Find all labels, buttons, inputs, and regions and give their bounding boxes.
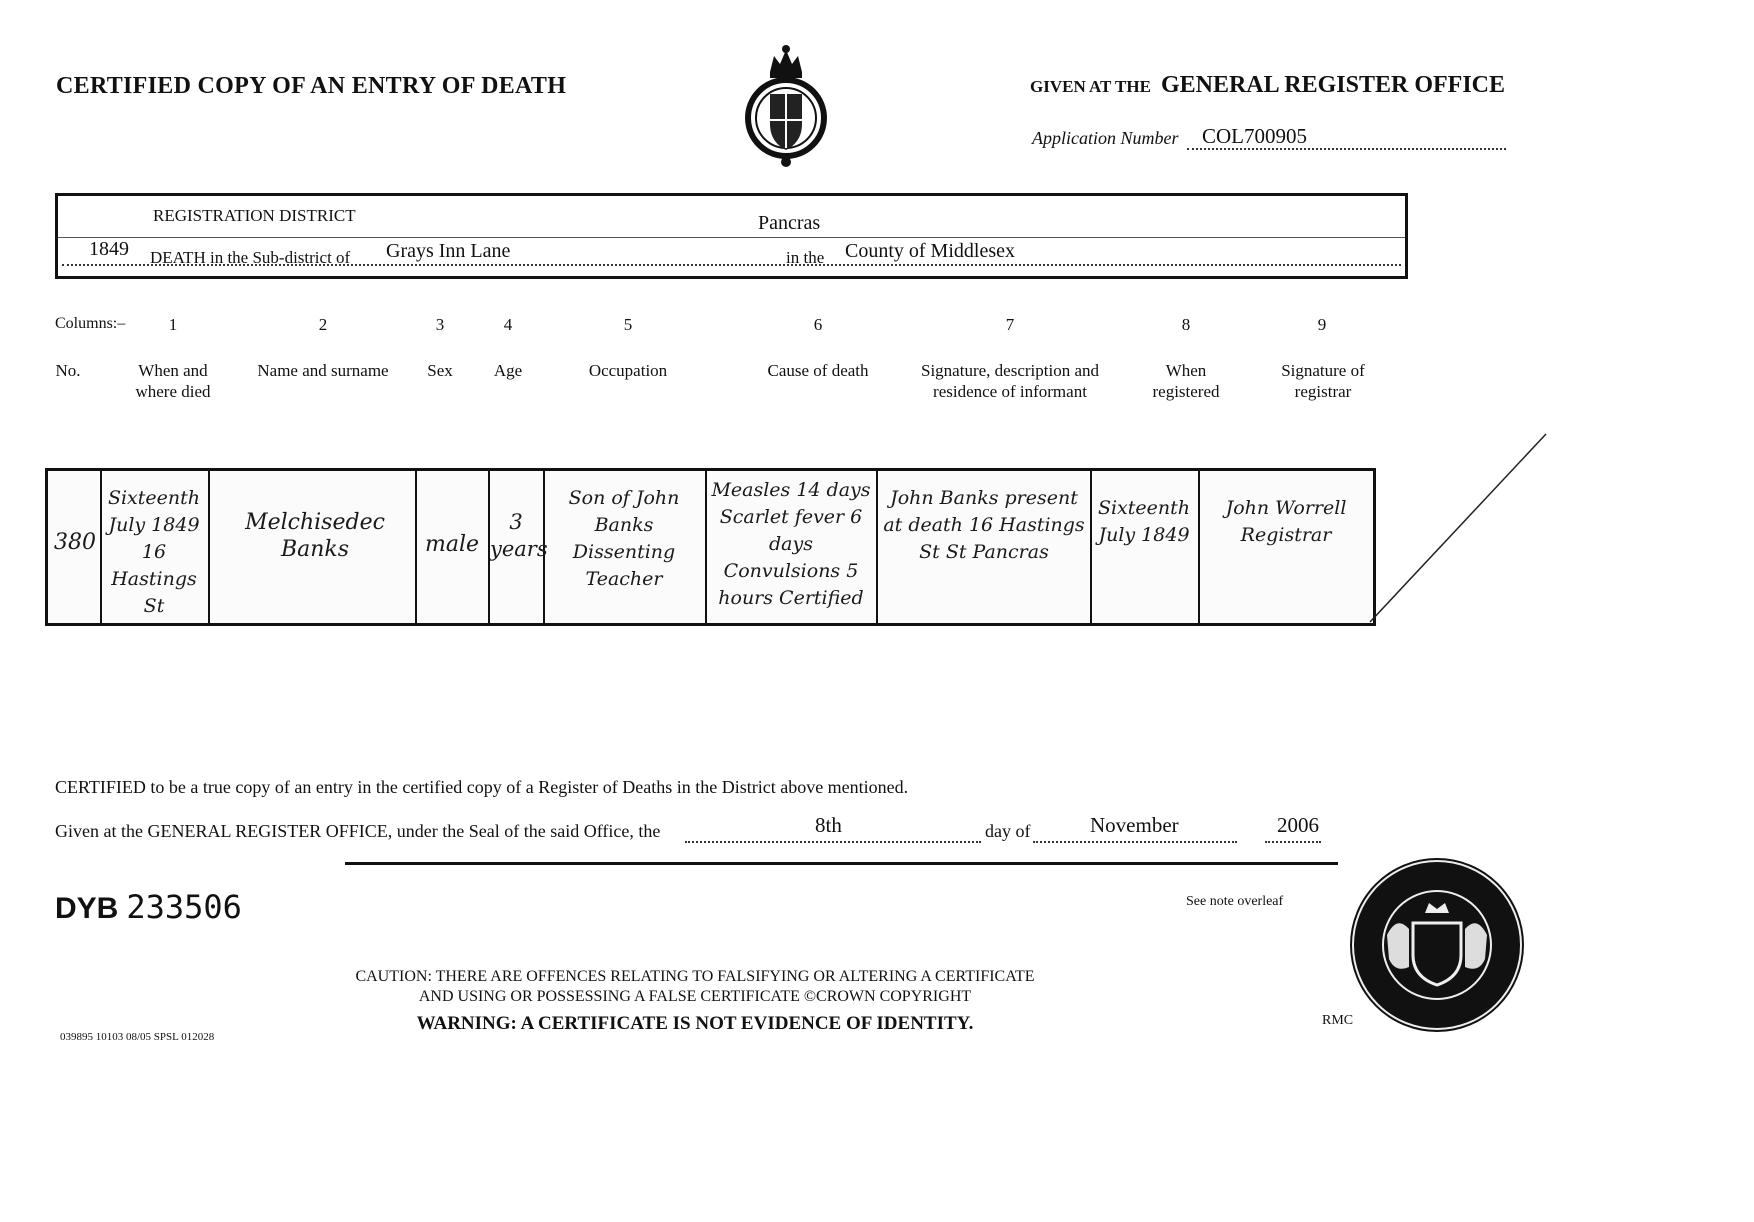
column-heading-informant: Signature, description and residence of informant <box>921 361 1099 401</box>
form-code: 039895 10103 08/05 SPSL 012028 <box>60 1031 215 1043</box>
issuer-line <box>1030 72 1505 99</box>
column-number: 1 <box>168 315 178 334</box>
register-entry-row <box>45 468 1376 626</box>
district-label: REGISTRATION DISTRICT <box>153 206 356 225</box>
column-heading-cause: Cause of death <box>767 361 869 380</box>
certification-date-line <box>55 813 1335 847</box>
warning-text: WARNING: A CERTIFICATE IS NOT EVIDENCE OF IDENTITY. <box>416 1013 974 1034</box>
column-heading-sex: Sex <box>427 361 453 380</box>
columns-label: Columns:– <box>55 315 126 332</box>
column-number: 3 <box>435 315 445 334</box>
entry-when-registered: Sixteenth July 1849 <box>1097 497 1191 546</box>
serial-digits: 233506 <box>126 888 242 926</box>
entry-name: Melchisedec Banks <box>245 510 385 562</box>
application-number: COL700905 <box>1202 124 1307 148</box>
column-heading-name: Name and surname <box>257 361 389 380</box>
column-heading-when-where: When and where died <box>135 361 211 401</box>
caution-line-2: AND USING OR POSSESSING A FALSE CERTIFICATE ©CROWN COPYRIGHT <box>418 988 972 1005</box>
column-heading-no: No. <box>55 361 81 380</box>
entry-age: 3 years <box>490 510 548 561</box>
application-line <box>1032 124 1506 149</box>
column-number: 9 <box>1317 315 1327 334</box>
entry-sex: male <box>424 532 480 557</box>
entry-informant: John Banks present at death 16 Hastings St St Pancras <box>883 487 1085 563</box>
certification-year: 2006 <box>1277 813 1319 837</box>
entry-number: 380 <box>54 530 96 555</box>
serial-number <box>55 888 242 926</box>
column-number: 2 <box>318 315 328 334</box>
entry-occupation: Son of John Banks Dissenting Teacher <box>568 487 680 590</box>
district-name: Pancras <box>758 212 821 234</box>
column-divider <box>208 471 210 623</box>
column-heading-age: Age <box>493 361 523 380</box>
column-number: 6 <box>813 315 823 334</box>
column-number: 4 <box>503 315 513 334</box>
column-divider <box>876 471 878 623</box>
certification-day: 8th <box>815 813 842 837</box>
application-label: Application Number <box>1032 128 1179 148</box>
entry-registrar-signature: John Worrell Registrar <box>1225 497 1347 546</box>
signature-rule <box>345 862 1338 865</box>
district-divider <box>58 237 1405 238</box>
column-divider <box>1198 471 1200 623</box>
rmc-mark: RMC <box>1322 1013 1354 1028</box>
district-box <box>55 193 1408 279</box>
given-at-prefix: GIVEN AT THE <box>1030 77 1151 96</box>
certification-month: November <box>1090 813 1179 837</box>
royal-crest-icon <box>740 42 832 170</box>
entry-when-where: Sixteenth July 1849 16 Hastings St <box>107 487 201 617</box>
column-heading-when-registered: When registered <box>1152 361 1220 401</box>
serial-prefix: DYB <box>55 892 119 925</box>
county-name: County of Middlesex <box>845 240 1015 262</box>
column-divider <box>100 471 102 623</box>
caution-line-1: CAUTION: THERE ARE OFFENCES RELATING TO FALSIFYING OR ALTERING A CERTIFICATE <box>355 968 1035 985</box>
gro-seal-icon <box>1347 855 1527 1035</box>
column-number: 7 <box>1005 315 1015 334</box>
death-subdistrict-label: DEATH in the Sub-district of <box>150 248 351 267</box>
column-heading-occupation: Occupation <box>588 361 668 380</box>
column-divider <box>1090 471 1092 623</box>
column-heading-registrar: Signature of registrar <box>1281 361 1365 401</box>
certification-given-at: Given at the GENERAL REGISTER OFFICE, under the Seal of the said Office, the <box>55 821 661 841</box>
certification-statement: CERTIFIED to be a true copy of an entry in the certified copy of a Register of Deaths in the District above mentioned. <box>55 777 909 797</box>
office-name: GENERAL REGISTER OFFICE <box>1160 72 1506 98</box>
column-divider <box>705 471 707 623</box>
certificate-title: CERTIFIED COPY OF AN ENTRY OF DEATH <box>56 73 567 99</box>
entry-cause-of-death: Measles 14 days Scarlet fever 6 days Convulsions 5 hours Certified <box>711 479 871 609</box>
column-number: 8 <box>1181 315 1191 334</box>
see-note-overleaf: See note overleaf <box>1186 894 1284 909</box>
cancel-stroke <box>1360 430 1550 630</box>
column-number: 5 <box>623 315 633 334</box>
in-the-label: in the <box>786 248 825 267</box>
subdistrict-name: Grays Inn Lane <box>386 240 511 262</box>
district-year: 1849 <box>89 238 129 260</box>
caution-text <box>300 967 1090 1007</box>
day-of-label: day of <box>985 821 1031 841</box>
